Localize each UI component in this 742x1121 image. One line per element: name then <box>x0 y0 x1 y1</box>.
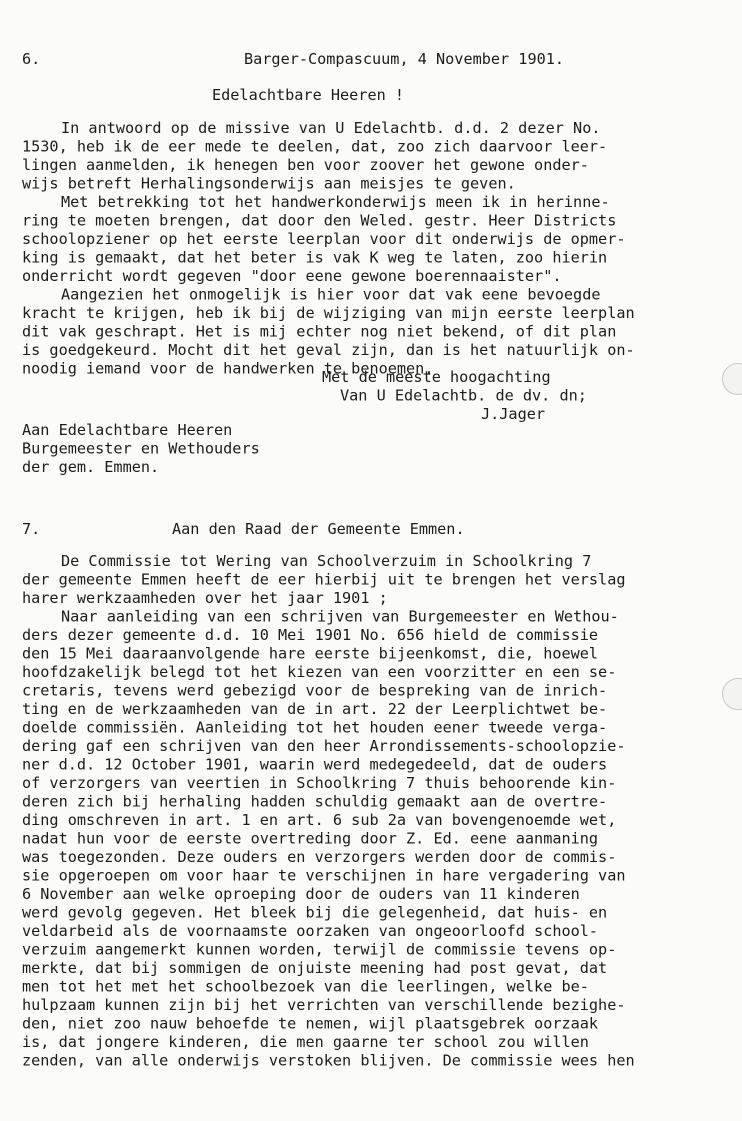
text-line: den 15 Mei daaraanvolgende hare eerste bijeenkomst, die, hoewel <box>22 644 599 663</box>
closing-line: Met de meeste hoogachting <box>322 368 551 386</box>
text-line: men tot het met het schoolbezoek van die leerlingen, welke be- <box>22 977 589 996</box>
text-line: onderricht wordt gegeven "door eene gewone boerennaaister". <box>22 267 562 285</box>
text-line: merkte, dat bij sommigen de onjuiste meening had post gevat, dat <box>22 959 608 977</box>
text-line: is, dat jongere kinderen, die men gaarne ter school zou willen <box>22 1033 589 1051</box>
text-line: Naar aanleiding van een schrijven van Burgemeester en Wethou- <box>61 607 619 626</box>
text-line: wijs betreft Herhalingsonderwijs aan meisjes te geven. <box>22 174 516 193</box>
text-line: cretaris, tevens werd gebezigd voor de bespreking van de inrich- <box>22 681 608 700</box>
text-line: ding omschreven in art. 1 en art. 6 sub 2a van bovengenoemde wet, <box>22 811 617 829</box>
text-line: ting en de werkzaamheden van de in art. 22 der Leerplichtwet be- <box>22 700 608 718</box>
text-line: of verzorgers van veertien in Schoolkring 7 thuis behoorende kin- <box>22 774 617 792</box>
text-line: der gemeente Emmen heeft de eer hierbij uit te brengen het verslag <box>22 570 626 589</box>
text-line: kracht te krijgen, heb ik bij de wijziging van mijn eerste leerplan <box>22 304 635 322</box>
text-line: king is gemaakt, dat het beter is vak K weg te laten, zoo hierin <box>22 248 608 267</box>
text-line: De Commissie tot Wering van Schoolverzuim in Schoolkring 7 <box>61 552 592 570</box>
text-line: hulpzaam kunnen zijn bij het verrichten van verschillende bezighe- <box>22 996 626 1014</box>
text-line: is goedgekeurd. Mocht dit het geval zijn, dan is het natuurlijk on- <box>22 341 635 359</box>
text-line: sie opgeroepen om voor haar te verschijnen in hare vergadering van <box>22 866 626 885</box>
text-line: 6 November aan welke oproeping door de ouders van 11 kinderen <box>22 885 580 903</box>
letter-heading: Aan den Raad der Gemeente Emmen. <box>172 520 465 538</box>
text-line: Aangezien het onmogelijk is hier voor dat vak eene bevoegde <box>61 285 601 304</box>
punch-hole-upper <box>722 363 742 395</box>
text-line: ring te moeten brengen, dat door den Weled. gestr. Heer Districts <box>22 211 617 230</box>
text-line: lingen aanmelden, ik henegen ben voor zoover het gewone onder- <box>22 156 589 174</box>
text-line: zenden, van alle onderwijs verstoken blijven. De commissie wees hen <box>22 1051 635 1070</box>
text-line: harer werkzaamheden over het jaar 1901 ; <box>22 589 388 607</box>
text-line: noodig iemand voor de handwerken te benoemen. <box>22 359 434 378</box>
addressee-line: Aan Edelachtbare Heeren <box>22 421 233 439</box>
text-line: In antwoord op de missive van U Edelachtb. d.d. 2 dezer No. <box>61 119 601 137</box>
text-line: dering gaf een schrijven van den heer Arrondissements-schoolopzie- <box>22 737 626 755</box>
text-line: verzuim aangemerkt kunnen worden, terwijl de commissie tevens op- <box>22 940 617 959</box>
signature: J.Jager <box>481 405 546 423</box>
text-line: ner d.d. 12 October 1901, waarin werd medegedeeld, dat de ouders <box>22 755 608 774</box>
text-line: 1530, heb ik de eer mede te deelen, dat, zoo zich daarvoor leer- <box>22 137 608 156</box>
letter-number: 6. <box>22 50 41 68</box>
addressee-line: der gem. Emmen. <box>22 458 160 476</box>
text-line: werd gevolg gegeven. Het bleek bij die gelegenheid, dat huis- en <box>22 903 608 922</box>
text-line: doelde commissiën. Aanleiding tot het houden eener tweede verga- <box>22 718 608 737</box>
addressee-line: Burgemeester en Wethouders <box>22 439 260 458</box>
text-line: hoofdzakelijk belegd tot het kiezen van een voorzitter en een se- <box>22 663 617 681</box>
letter-number: 7. <box>22 520 41 538</box>
text-line: nadat hun voor de eerste overtreding door Z. Ed. eene aanmaning <box>22 829 599 848</box>
text-line: was toegezonden. Deze ouders en verzorgers werden door de commis- <box>22 848 617 866</box>
text-line: dit vak geschrapt. Het is mij echter nog niet bekend, of dit plan <box>22 322 617 341</box>
place-date: Barger-Compascuum, 4 November 1901. <box>244 50 565 68</box>
punch-hole-lower <box>722 678 742 710</box>
text-line: veldarbeid als de voornaamste oorzaken van ongeoorloofd school- <box>22 922 599 940</box>
text-line: deren zich bij herhaling hadden schuldig gemaakt aan de overtre- <box>22 792 608 811</box>
closing-line: Van U Edelachtb. de dv. dn; <box>340 386 587 405</box>
text-line: schoolopziener op het eerste leerplan voor dit onderwijs de opmer- <box>22 230 626 248</box>
text-line: ders dezer gemeente d.d. 10 Mei 1901 No. 656 hield de commissie <box>22 626 599 644</box>
text-line: den, niet zoo nauw behoefde te nemen, wijl plaatsgebrek oorzaak <box>22 1014 599 1033</box>
text-line: Met betrekking tot het handwerkonderwijs meen ik in herinne- <box>61 193 610 211</box>
salutation: Edelachtbare Heeren ! <box>212 86 405 104</box>
